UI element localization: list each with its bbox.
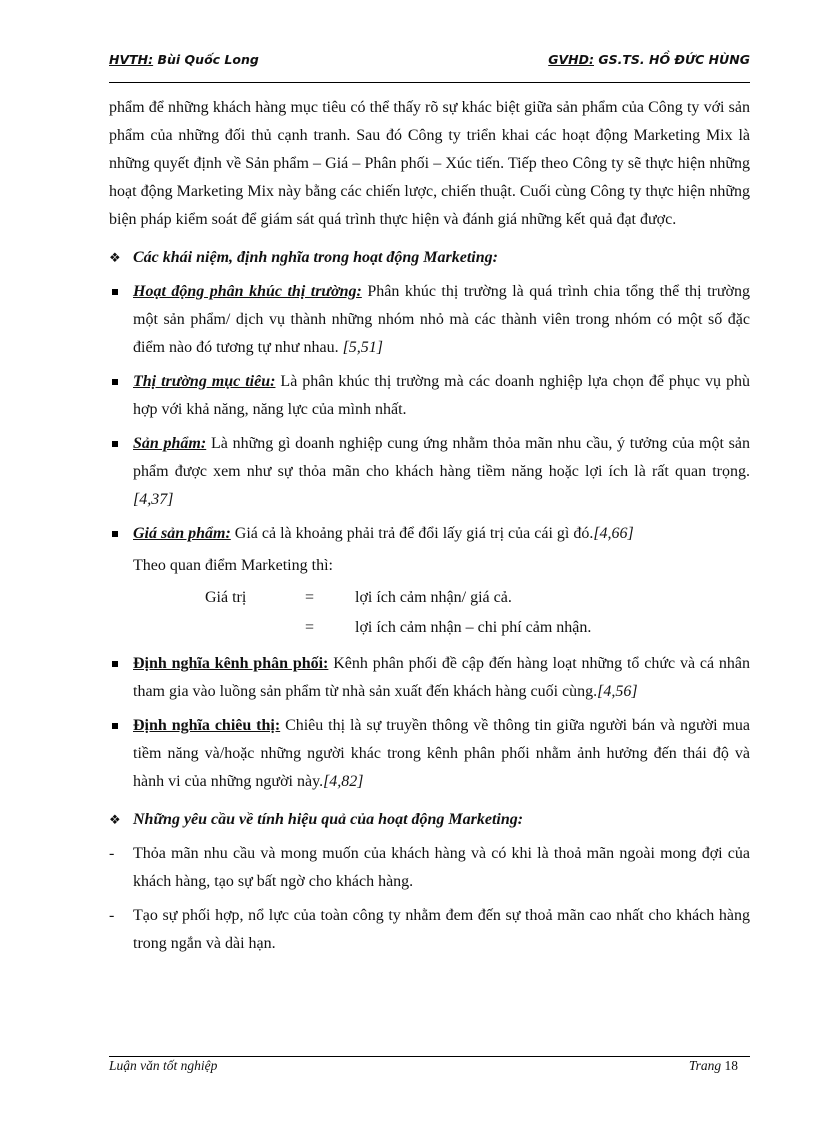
requirement-text: Tạo sự phối hợp, nổ lực của toàn công ty nhằm đem đến sự thoả mãn cao nhất cho khách hàng trong ngắn và dài hạn. (133, 907, 750, 952)
price-note: Theo quan điểm Marketing thì: (133, 557, 333, 574)
square-bullet-icon (112, 379, 118, 385)
list-item (109, 840, 750, 896)
definition-text: Là phân khúc thị trường mà các doanh nghiệp lựa chọn để phục vụ phù hợp với khả năng, năng lực của mình nhất. (133, 373, 750, 418)
footer-title: Luận văn tốt nghiệp (109, 1058, 218, 1073)
formula-equals: = (305, 619, 315, 636)
formula-lhs: Giá trị (205, 589, 247, 606)
definition-term: Định nghĩa chiêu thị: (133, 717, 281, 734)
citation: [4,82] (323, 773, 364, 790)
diamond-bullet-icon: ❖ (109, 812, 121, 827)
definition-text: Kênh phân phối đề cập đến hàng loạt những tổ chức và cá nhân tham gia vào luồng sản phẩm từ nhà sản xuất đến khách hàng cuối cùng. (133, 655, 750, 700)
student-label: HVTH: (109, 52, 154, 67)
section-heading-requirements (109, 806, 750, 834)
definition-text: Chiêu thị là sự truyền thông về thông tin giữa người bán và người mua tiềm năng và/hoặc những người khác trong kênh phân phối nhằm ảnh hưởng đến thái độ và hành vi của những người này. (133, 717, 751, 790)
diamond-bullet-icon: ❖ (109, 250, 121, 265)
square-bullet-icon (112, 441, 118, 447)
list-item (109, 520, 750, 548)
header-divider (109, 82, 750, 83)
square-bullet-icon (112, 289, 118, 295)
list-item (109, 278, 750, 362)
dash-bullet: - (109, 907, 115, 924)
formula-line-1 (109, 584, 750, 614)
definition-text: Giá cả là khoảng phải trả để đổi lấy giá trị của cái gì đó. (230, 525, 594, 542)
citation: [4,37] (133, 491, 174, 508)
definition-term: Thị trường mục tiêu: (133, 373, 276, 390)
student-name: Bùi Quốc Long (153, 52, 259, 67)
page-body (109, 94, 750, 962)
citation: [5,51] (342, 339, 384, 356)
advisor-info (548, 52, 750, 67)
list-item (109, 712, 750, 796)
page-label: Trang (688, 1058, 722, 1073)
footer-divider (109, 1056, 750, 1057)
list-item (109, 430, 750, 514)
student-info (109, 52, 259, 67)
advisor-label: GVHD: (548, 52, 594, 67)
list-item (109, 902, 750, 958)
citation: [4,66] (593, 525, 634, 542)
formula-line-2 (109, 614, 750, 644)
definition-term: Giá sản phẩm: (133, 525, 231, 542)
citation: [4,56] (597, 683, 638, 700)
dash-bullet: - (109, 845, 115, 862)
intro-paragraph: phẩm để những khách hàng mục tiêu có thể thấy rõ sự khác biệt giữa sản phẩm của Công ty với sản phẩm của những đối thủ cạnh tranh. Sau đó Công ty triển khai các hoạt động Marketing Mix là những quyết định về Sản phẩm – Giá – Phân phối – Xúc tiến. Tiếp theo Công ty sẽ thực hiện những hoạt động Marketing Mix này bằng các chiến lược, chiến thuật. Cuối cùng Công ty thực hiện những biện pháp kiểm soát để giám sát quá trình thực hiện và đánh giá những kết quả đạt được. (109, 99, 750, 228)
formula-equals: = (305, 589, 315, 606)
section-heading-concepts (109, 244, 750, 272)
definition-term: Hoạt động phân khúc thị trường: (133, 283, 362, 300)
list-item (109, 368, 750, 424)
square-bullet-icon (112, 723, 118, 729)
page-number: 18 (724, 1058, 738, 1073)
page-number-label (689, 1058, 738, 1074)
formula-rhs: lợi ích cảm nhận/ giá cả. (355, 589, 512, 606)
page-header (109, 50, 750, 72)
page-footer (109, 1058, 750, 1078)
square-bullet-icon (112, 531, 118, 537)
requirement-text: Thỏa mãn nhu cầu và mong muốn của khách hàng và có khi là thoả mãn ngoài mong đợi của khách hàng, tạo sự bất ngờ cho khách hàng. (133, 845, 750, 890)
definition-text: Phân khúc thị trường là quá trình chia tổng thể thị trường một sản phẩm/ dịch vụ thành những nhóm nhỏ mà các thành viên trong nhóm có một số đặc điểm nào đó tương tự như nhau. (133, 283, 751, 356)
section-heading-text: Các khái niệm, định nghĩa trong hoạt động Marketing: (133, 249, 498, 266)
definition-text: Là những gì doanh nghiệp cung ứng nhằm thỏa mãn nhu cầu, ý tưởng của một sản phẩm được xem như sự thỏa mãn cho khách hàng tiềm năng hoặc lợi ích là rất quan trọng. (133, 435, 751, 480)
square-bullet-icon (112, 661, 118, 667)
list-item (109, 650, 750, 706)
formula-rhs: lợi ích cảm nhận – chi phí cảm nhận. (355, 619, 592, 636)
definition-term: Sản phẩm: (133, 435, 207, 452)
section-heading-text: Những yêu cầu về tính hiệu quả của hoạt động Marketing: (133, 811, 524, 828)
advisor-name: GS.TS. HỒ ĐỨC HÙNG (593, 52, 750, 67)
definition-term: Định nghĩa kênh phân phối: (133, 655, 329, 672)
